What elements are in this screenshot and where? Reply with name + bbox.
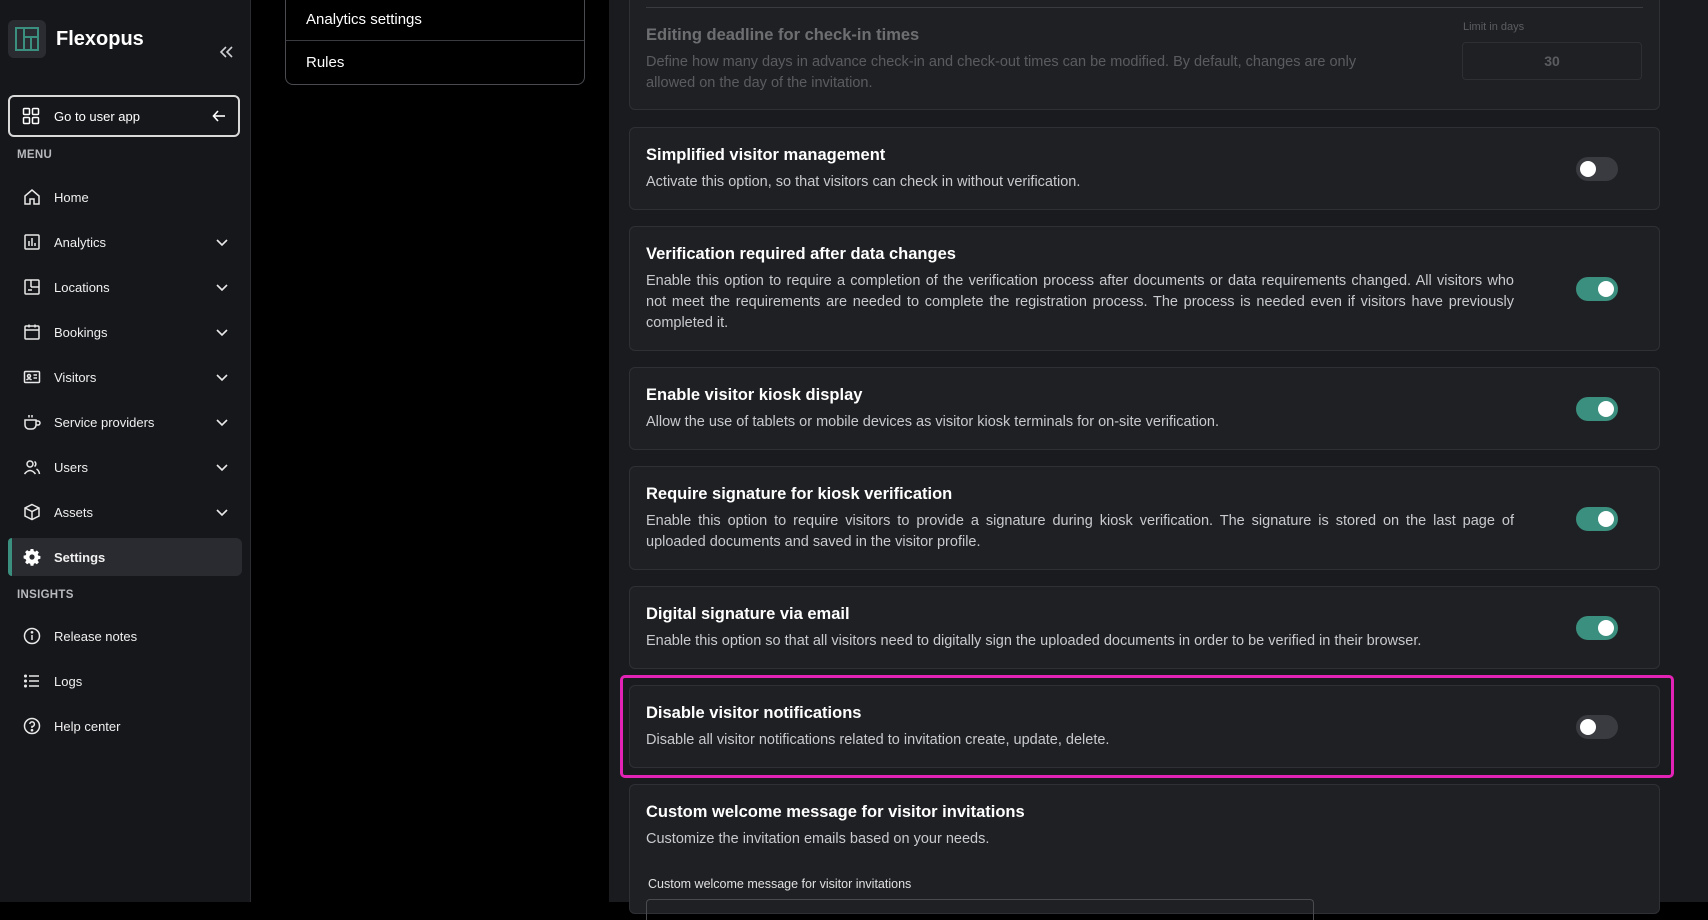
welcome-message-field-label: Custom welcome message for visitor invitations <box>648 877 912 891</box>
list-icon <box>22 671 42 691</box>
sidebar-item-bookings[interactable] <box>8 313 242 351</box>
toggle-knob <box>1580 719 1596 735</box>
grid-icon <box>22 107 40 125</box>
simplified-visitor-management-toggle[interactable] <box>1576 157 1618 181</box>
users-icon <box>22 457 42 477</box>
box-icon <box>22 502 42 522</box>
id-card-icon <box>22 367 42 387</box>
digital-signature-email-toggle[interactable] <box>1576 616 1618 640</box>
sidebar-item-label: Locations <box>54 279 110 295</box>
divider <box>646 7 1643 8</box>
setting-title: Custom welcome message for visitor invitations <box>646 803 1025 821</box>
setting-card-visitor-kiosk-display <box>629 367 1660 450</box>
setting-title: Verification required after data changes <box>646 245 956 263</box>
sidebar-item-label: Assets <box>54 504 94 520</box>
setting-title: Simplified visitor management <box>646 146 886 164</box>
toggle-knob <box>1598 511 1614 527</box>
floorplan-icon <box>22 277 42 297</box>
sidebar-item-label: Analytics <box>54 234 107 250</box>
setting-card-digital-signature-email <box>629 586 1660 669</box>
deadline-description: Define how many days in advance check-in and check-out times can be modified. By default, changes are only allowed on the day of the invitation. <box>646 54 1357 91</box>
bar-chart-icon <box>22 232 42 252</box>
toggle-knob <box>1598 281 1614 297</box>
info-circle-icon <box>22 626 42 646</box>
sidebar-item-help-center[interactable] <box>8 707 242 745</box>
setting-card-disable-visitor-notifications <box>629 685 1660 768</box>
setting-title: Require signature for kiosk verification <box>646 485 953 503</box>
sidebar-item-visitors[interactable] <box>8 358 242 396</box>
visitor-kiosk-display-toggle[interactable] <box>1576 397 1618 421</box>
sidebar-item-label: Bookings <box>54 324 108 340</box>
settings-submenu <box>285 0 585 85</box>
arrow-left-icon <box>212 109 226 123</box>
chevron-down-icon <box>214 234 230 250</box>
sidebar-item-logs[interactable] <box>8 662 242 700</box>
submenu-item-rules[interactable]: Rules <box>286 40 584 83</box>
setting-description: Disable all visitor notifications related to invitation create, update, delete. <box>646 732 1110 748</box>
toggle-knob <box>1580 161 1596 177</box>
sidebar-item-label: Home <box>54 189 89 205</box>
toggle-knob <box>1598 401 1614 417</box>
setting-description: Enable this option to require visitors to provide a signature during kiosk verification. The signature is stored on the last page of uploaded documents and saved in the visitor profile. <box>646 513 1514 550</box>
sidebar-item-settings[interactable] <box>8 538 242 576</box>
welcome-message-input[interactable] <box>646 899 1314 920</box>
menu-heading: MENU <box>17 149 53 161</box>
app-name: Flexopus <box>56 27 144 50</box>
sidebar-item-locations[interactable] <box>8 268 242 306</box>
settings-panel <box>609 0 1708 902</box>
brand <box>8 20 144 58</box>
limit-label: Limit in days <box>1463 21 1525 33</box>
setting-card-kiosk-signature <box>629 466 1660 570</box>
kiosk-signature-toggle[interactable] <box>1576 507 1618 531</box>
insights-heading: INSIGHTS <box>17 589 74 601</box>
chevron-down-icon <box>214 504 230 520</box>
setting-description: Enable this option so that all visitors need to digitally sign the uploaded documents in order to be verified in their browser. <box>646 633 1422 649</box>
sidebar-item-label: Help center <box>54 718 121 734</box>
setting-title: Digital signature via email <box>646 605 850 623</box>
setting-description: Customize the invitation emails based on your needs. <box>646 831 990 847</box>
sidebar-item-label: Settings <box>54 549 106 565</box>
chevron-down-icon <box>214 279 230 295</box>
flexopus-logo <box>8 20 46 58</box>
setting-title: Enable visitor kiosk display <box>646 386 863 404</box>
setting-card-verification-required <box>629 226 1660 351</box>
limit-days-input[interactable]: 30 <box>1462 42 1642 80</box>
deadline-card <box>629 0 1660 110</box>
sidebar-item-release-notes[interactable] <box>8 617 242 655</box>
deadline-title: Editing deadline for check-in times <box>646 26 920 44</box>
go-to-user-app-label: Go to user app <box>54 108 140 124</box>
chevron-down-icon <box>214 324 230 340</box>
question-circle-icon <box>22 716 42 736</box>
sidebar-item-home[interactable] <box>8 178 242 216</box>
collapse-sidebar-button[interactable] <box>216 42 236 62</box>
setting-card-custom-welcome-message <box>629 784 1660 914</box>
disable-visitor-notifications-toggle[interactable] <box>1576 715 1618 739</box>
calendar-icon <box>22 322 42 342</box>
verification-required-toggle[interactable] <box>1576 277 1618 301</box>
go-to-user-app-button[interactable] <box>8 95 240 137</box>
setting-title: Disable visitor notifications <box>646 704 862 722</box>
chevron-down-icon <box>214 459 230 475</box>
sidebar-item-service-providers[interactable] <box>8 403 242 441</box>
coffee-cup-icon <box>22 412 42 432</box>
sidebar-item-analytics[interactable] <box>8 223 242 261</box>
sidebar <box>0 0 251 902</box>
sidebar-item-label: Users <box>54 459 88 475</box>
sidebar-item-label: Service providers <box>54 414 155 430</box>
setting-description: Activate this option, so that visitors can check in without verification. <box>646 174 1081 190</box>
toggle-knob <box>1598 620 1614 636</box>
setting-card-simplified-visitor-management <box>629 127 1660 210</box>
chevron-down-icon <box>214 414 230 430</box>
home-icon <box>22 187 42 207</box>
double-chevron-left-icon <box>218 44 234 60</box>
sidebar-item-label: Release notes <box>54 628 138 644</box>
gear-icon <box>22 547 42 567</box>
sidebar-item-label: Logs <box>54 673 83 689</box>
setting-description: Enable this option to require a completion of the verification process after documents or data requirements changed. All visitors who not meet the requirements are needed to complete the registration process. The process is needed even if visitors have previously completed it. <box>646 273 1514 331</box>
setting-description: Allow the use of tablets or mobile devices as visitor kiosk terminals for on-site verification. <box>646 414 1219 430</box>
sidebar-item-label: Visitors <box>54 369 97 385</box>
sidebar-item-users[interactable] <box>8 448 242 486</box>
sidebar-item-assets[interactable] <box>8 493 242 531</box>
chevron-down-icon <box>214 369 230 385</box>
submenu-item-analytics-settings[interactable]: Analytics settings <box>306 10 422 28</box>
